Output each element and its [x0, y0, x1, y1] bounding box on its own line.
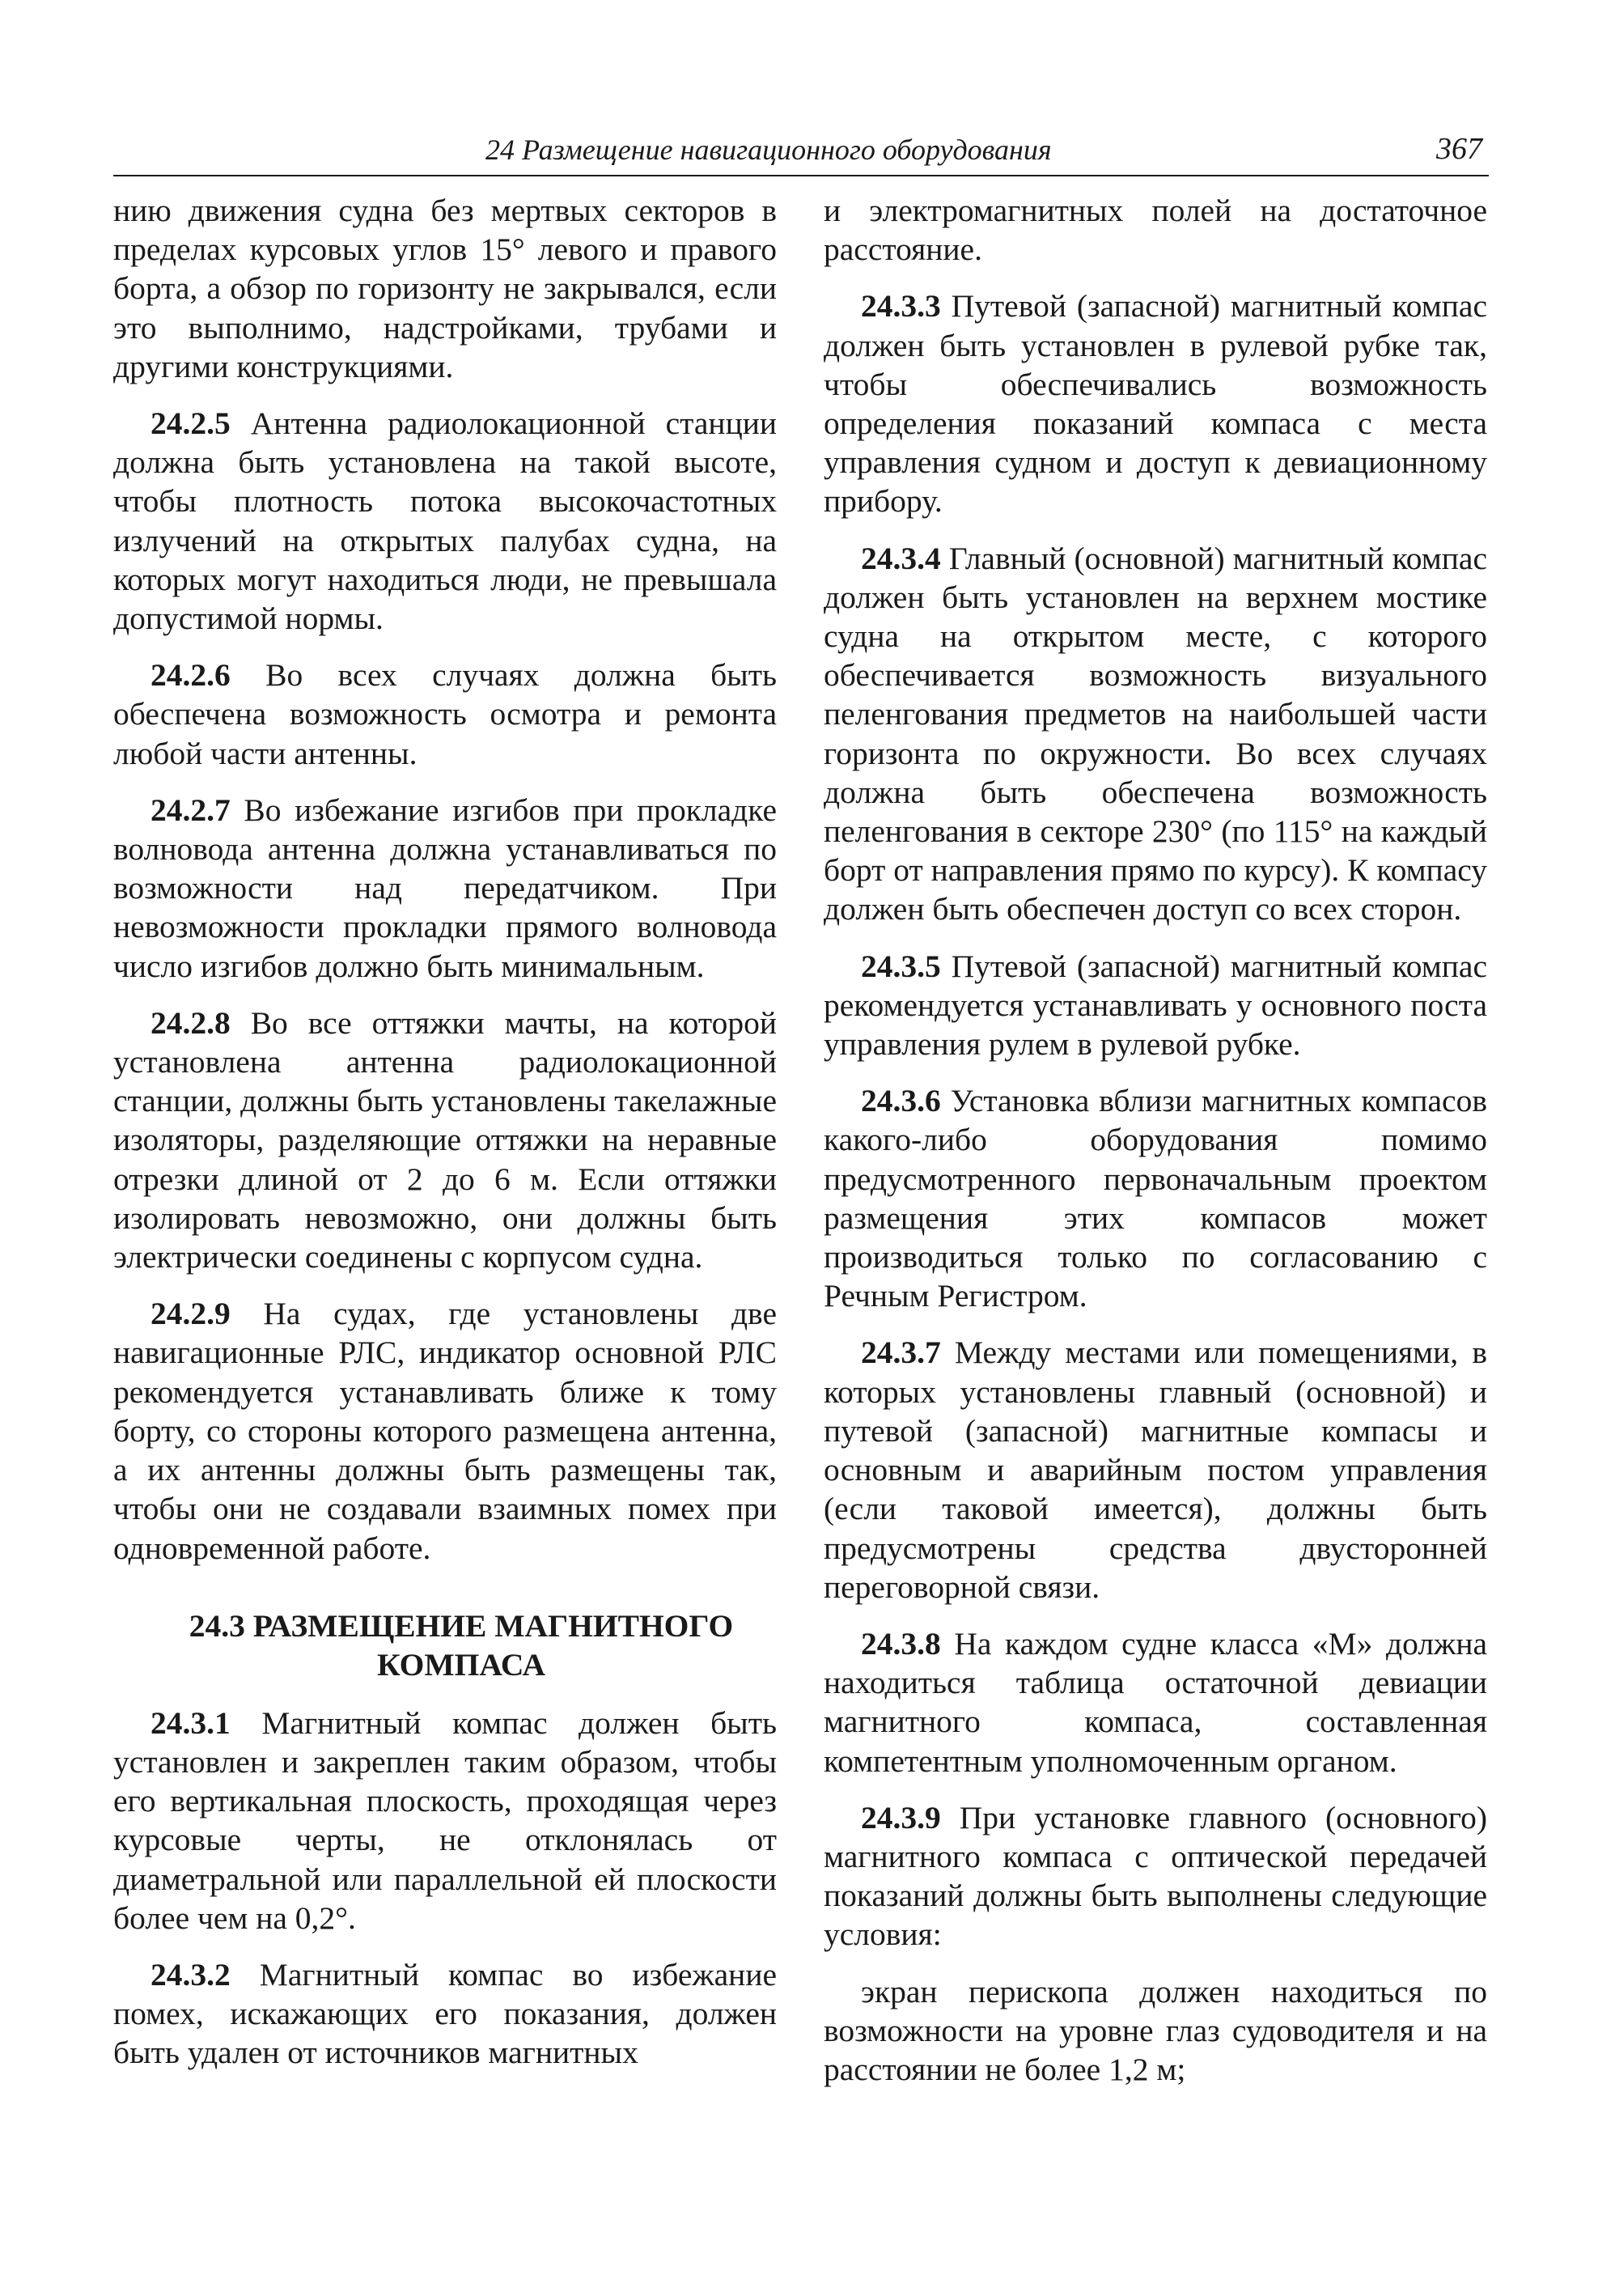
clause-number: 24.3.9 — [861, 1799, 941, 1836]
clause-number: 24.3.3 — [861, 288, 941, 325]
clause-24-3-1 — [113, 1704, 777, 1937]
clause-24-3-4 — [824, 539, 1487, 929]
clause-number: 24.2.7 — [150, 792, 231, 828]
clause-text: На судах, где установлены две навигационные РЛС, индикатор основной РЛС рекомендуется устанавливать ближе к тому борту, со стороны которого размещена антенна, а их антенны должны быть размещены так, чтобы они не создавали взаимных помех при одновременной работе. — [113, 1296, 777, 1566]
clause-text: Между местами или помещениями, в которых установлены главный (основной) и путевой (запасной) магнитные компасы и основным и аварийным постом управления (если таковой имеется), должны быть предусмотрены средства двусторонней переговорной связи. — [824, 1335, 1487, 1605]
clause-24-3-8 — [824, 1624, 1487, 1780]
clause-24-2-5 — [113, 404, 777, 638]
clause-number: 24.2.9 — [150, 1296, 231, 1332]
clause-24-3-2 — [113, 1955, 777, 2073]
clause-text: Путевой (запасной) магнитный компас должен быть установлен в рулевой рубке так, чтобы обеспечивались возможность определения показаний компаса с места управления судном и доступ к девиационному прибору. — [824, 288, 1487, 520]
paragraph-text: экран перископа должен находиться по возможности на уровне глаз судоводителя и на расстоянии не более 1,2 м; — [824, 1973, 1487, 2087]
clause-text: Во избежание изгибов при прокладке волновода антенна должна устанавливаться по возможности над передатчиком. При невозможности прокладки прямого волновода число изгибов должно быть минимальным. — [113, 792, 777, 984]
clause-number: 24.3.4 — [861, 540, 941, 576]
paragraph-continued — [113, 191, 777, 386]
clause-24-3-3 — [824, 286, 1487, 520]
clause-text: Путевой (запасной) магнитный компас рекомендуется устанавливать у основного поста управления рулем в рулевой рубке. — [824, 948, 1487, 1063]
clause-number: 24.3.1 — [150, 1704, 231, 1741]
clause-number: 24.2.6 — [150, 657, 231, 694]
paragraph-continued — [824, 191, 1487, 269]
clause-24-2-6 — [113, 656, 777, 773]
clause-24-2-8 — [113, 1004, 777, 1276]
clause-24-3-7 — [824, 1333, 1487, 1606]
clause-text: Магнитный компас во избежание помех, искажающих его показания, должен быть удален от источников магнитных — [113, 1956, 777, 2071]
clause-number: 24.3.6 — [861, 1083, 941, 1119]
paragraph-text: и электромагнитных полей на достаточное расстояние. — [824, 193, 1487, 268]
clause-24-3-9 — [824, 1798, 1487, 1954]
running-title: 24 Размещение навигационного оборудования — [485, 134, 1052, 166]
paragraph-text: нию движения судна без мертвых секторов в пределах курсовых углов 15° левого и правого борта, а обзор по горизонту не закрывался, если это выполнимо, надстройками, трубами и другими конструкциями. — [113, 193, 777, 384]
section-heading-line-2: КОМПАСА — [376, 1646, 546, 1683]
clause-number: 24.2.5 — [150, 405, 231, 442]
clause-text: Установка вблизи магнитных компасов какого-либо оборудования помимо предусмотренного первоначальным проектом размещения этих компасов может производиться только по согласованию с Речным Регистром. — [824, 1083, 1487, 1314]
clause-24-3-5 — [824, 947, 1487, 1064]
clause-text: При установке главного (основного) магнитного компаса с оптической передачей показаний должны быть выполнены следующие условия: — [824, 1799, 1487, 1953]
right-column — [824, 191, 1487, 2107]
clause-text: Антенна радиолокационной станции должна быть установлена на такой высоте, чтобы плотность потока высокочастотных излучений на открытых палубах судна, на которых могут находиться люди, не превышала допустимой нормы. — [113, 405, 777, 637]
clause-number: 24.3.2 — [150, 1956, 231, 1993]
clause-number: 24.3.8 — [861, 1625, 941, 1662]
page-number: 367 — [1436, 132, 1482, 166]
clause-text: Магнитный компас должен быть установлен и закреплен таким образом, чтобы его вертикальная плоскость, проходящая через курсовые черты, не отклонялась от диаметральной или параллельной ей плоскости более чем на 0,2°. — [113, 1704, 777, 1936]
clause-number: 24.3.7 — [861, 1335, 941, 1371]
section-heading-line-1: 24.3 РАЗМЕЩЕНИЕ МАГНИТНОГО — [189, 1607, 734, 1644]
clause-text: Во всех случаях должна быть обеспечена возможность осмотра и ремонта любой части антенны. — [113, 657, 777, 771]
clause-number: 24.3.5 — [861, 948, 941, 984]
clause-number: 24.2.8 — [150, 1004, 231, 1041]
clause-text: Главный (основной) магнитный компас должен быть установлен на верхнем мостике судна на открытом месте, с которого обеспечивается возможность визуального пеленгования предметов на наибольшей части горизонта по окружности. Во всех случаях должна быть обеспечена возможность пеленгования в секторе 230° (по 115° на каждый борт от направления прямо по курсу). К компасу должен быть обеспечен доступ со всех сторон. — [824, 540, 1487, 927]
clause-24-3-6 — [824, 1081, 1487, 1315]
clause-24-2-9 — [113, 1294, 777, 1567]
section-heading-24-3 — [113, 1606, 777, 1684]
clause-text: На каждом судне класса «М» должна находиться таблица остаточной девиации магнитного компаса, составленная компетентным уполномоченным органом. — [824, 1625, 1487, 1779]
page-header — [113, 129, 1489, 176]
clause-24-2-7 — [113, 791, 777, 986]
clause-text: Во все оттяжки мачты, на которой установлена антенна радиолокационной станции, должны быть установлены такелажные изоляторы, разделяющие оттяжки на неравные отрезки длиной от 2 до 6 м. Если оттяжки изолировать невозможно, они должны быть электрически соединены с корпусом судна. — [113, 1004, 777, 1275]
left-column — [113, 191, 777, 2090]
condition-item — [824, 1972, 1487, 2090]
